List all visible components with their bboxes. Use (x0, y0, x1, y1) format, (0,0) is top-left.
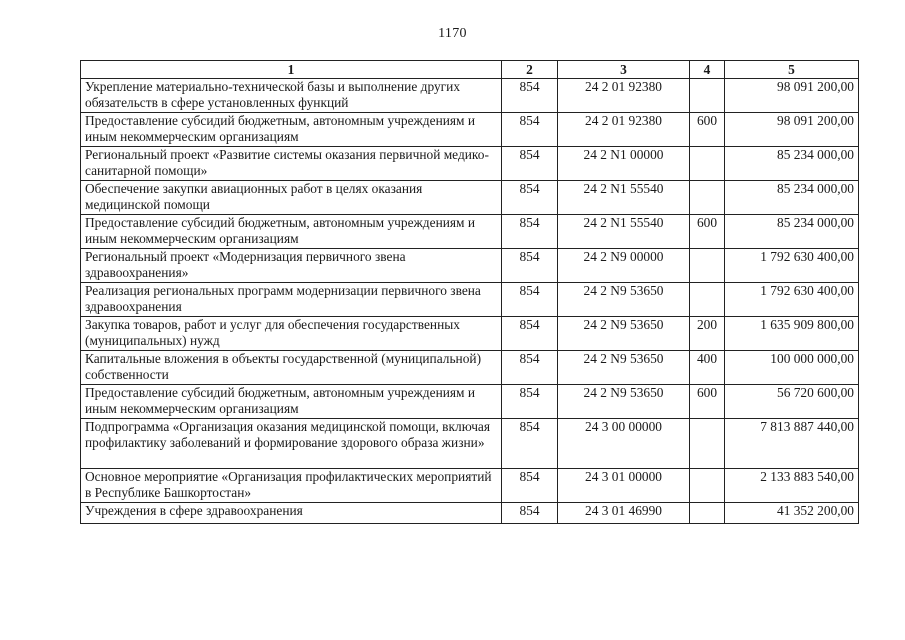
row-name: Основное мероприятие «Организация профилактических мероприятий в Республике Башкортостан» (81, 469, 502, 503)
table-row (81, 419, 859, 469)
row-name: Реализация региональных программ модернизации первичного звена здравоохранения (81, 283, 502, 317)
row-name: Закупка товаров, работ и услуг для обеспечения государственных (муниципальных) нужд (81, 317, 502, 351)
row-expense-type (690, 79, 725, 113)
row-name: Укрепление материально-технической базы и выполнение других обязательств в сфере установленных функций (81, 79, 502, 113)
table-row (81, 113, 859, 147)
row-department-code: 854 (502, 317, 558, 351)
row-department-code: 854 (502, 469, 558, 503)
column-header: 5 (725, 61, 859, 79)
row-expense-type (690, 249, 725, 283)
row-target-item: 24 3 00 00000 (558, 419, 690, 469)
row-amount: 100 000 000,00 (725, 351, 859, 385)
table-row (81, 385, 859, 419)
row-amount: 2 133 883 540,00 (725, 469, 859, 503)
row-amount: 98 091 200,00 (725, 79, 859, 113)
row-target-item: 24 2 N9 53650 (558, 317, 690, 351)
table-row (81, 351, 859, 385)
row-name: Капитальные вложения в объекты государственной (муниципальной) собственности (81, 351, 502, 385)
table-row (81, 283, 859, 317)
row-amount: 85 234 000,00 (725, 147, 859, 181)
row-target-item: 24 2 01 92380 (558, 113, 690, 147)
row-expense-type (690, 503, 725, 524)
row-department-code: 854 (502, 181, 558, 215)
row-target-item: 24 2 N9 53650 (558, 351, 690, 385)
row-target-item: 24 2 01 92380 (558, 79, 690, 113)
row-department-code: 854 (502, 249, 558, 283)
row-expense-type: 600 (690, 385, 725, 419)
row-amount: 1 792 630 400,00 (725, 249, 859, 283)
table-row (81, 181, 859, 215)
row-department-code: 854 (502, 351, 558, 385)
row-amount: 1 792 630 400,00 (725, 283, 859, 317)
row-department-code: 854 (502, 283, 558, 317)
row-name: Учреждения в сфере здравоохранения (81, 503, 502, 524)
row-expense-type (690, 181, 725, 215)
row-amount: 7 813 887 440,00 (725, 419, 859, 469)
row-expense-type: 200 (690, 317, 725, 351)
table-row (81, 79, 859, 113)
column-header: 1 (81, 61, 502, 79)
row-name: Обеспечение закупки авиационных работ в целях оказания медицинской помощи (81, 181, 502, 215)
budget-table (80, 60, 859, 524)
column-header: 3 (558, 61, 690, 79)
table-row (81, 317, 859, 351)
row-amount: 85 234 000,00 (725, 215, 859, 249)
row-department-code: 854 (502, 79, 558, 113)
row-name: Региональный проект «Модернизация первичного звена здравоохранения» (81, 249, 502, 283)
row-name: Предоставление субсидий бюджетным, автономным учреждениям и иным некоммерческим организациям (81, 215, 502, 249)
row-department-code: 854 (502, 113, 558, 147)
row-target-item: 24 2 N9 53650 (558, 283, 690, 317)
row-amount: 85 234 000,00 (725, 181, 859, 215)
row-target-item: 24 2 N9 53650 (558, 385, 690, 419)
row-name: Региональный проект «Развитие системы оказания первичной медико-санитарной помощи» (81, 147, 502, 181)
table-row (81, 147, 859, 181)
row-amount: 98 091 200,00 (725, 113, 859, 147)
row-department-code: 854 (502, 385, 558, 419)
row-amount: 1 635 909 800,00 (725, 317, 859, 351)
row-target-item: 24 3 01 46990 (558, 503, 690, 524)
table-row (81, 249, 859, 283)
row-department-code: 854 (502, 503, 558, 524)
page-number: 1170 (438, 26, 467, 41)
row-department-code: 854 (502, 147, 558, 181)
row-department-code: 854 (502, 215, 558, 249)
row-target-item: 24 3 01 00000 (558, 469, 690, 503)
row-expense-type (690, 469, 725, 503)
row-target-item: 24 2 N9 00000 (558, 249, 690, 283)
row-expense-type (690, 283, 725, 317)
row-expense-type: 600 (690, 215, 725, 249)
column-header: 4 (690, 61, 725, 79)
row-name: Подпрограмма «Организация оказания медицинской помощи, включая профилактику заболеваний и формирование здорового образа жизни» (81, 419, 502, 469)
table-header-row (81, 61, 859, 79)
row-department-code: 854 (502, 419, 558, 469)
row-target-item: 24 2 N1 55540 (558, 215, 690, 249)
row-expense-type (690, 147, 725, 181)
table-row (81, 469, 859, 503)
column-header: 2 (502, 61, 558, 79)
row-expense-type: 400 (690, 351, 725, 385)
table-row (81, 503, 859, 524)
row-target-item: 24 2 N1 55540 (558, 181, 690, 215)
row-name: Предоставление субсидий бюджетным, автономным учреждениям и иным некоммерческим организациям (81, 385, 502, 419)
row-expense-type: 600 (690, 113, 725, 147)
row-name: Предоставление субсидий бюджетным, автономным учреждениям и иным некоммерческим организациям (81, 113, 502, 147)
table-row (81, 215, 859, 249)
row-target-item: 24 2 N1 00000 (558, 147, 690, 181)
row-amount: 41 352 200,00 (725, 503, 859, 524)
row-expense-type (690, 419, 725, 469)
row-amount: 56 720 600,00 (725, 385, 859, 419)
